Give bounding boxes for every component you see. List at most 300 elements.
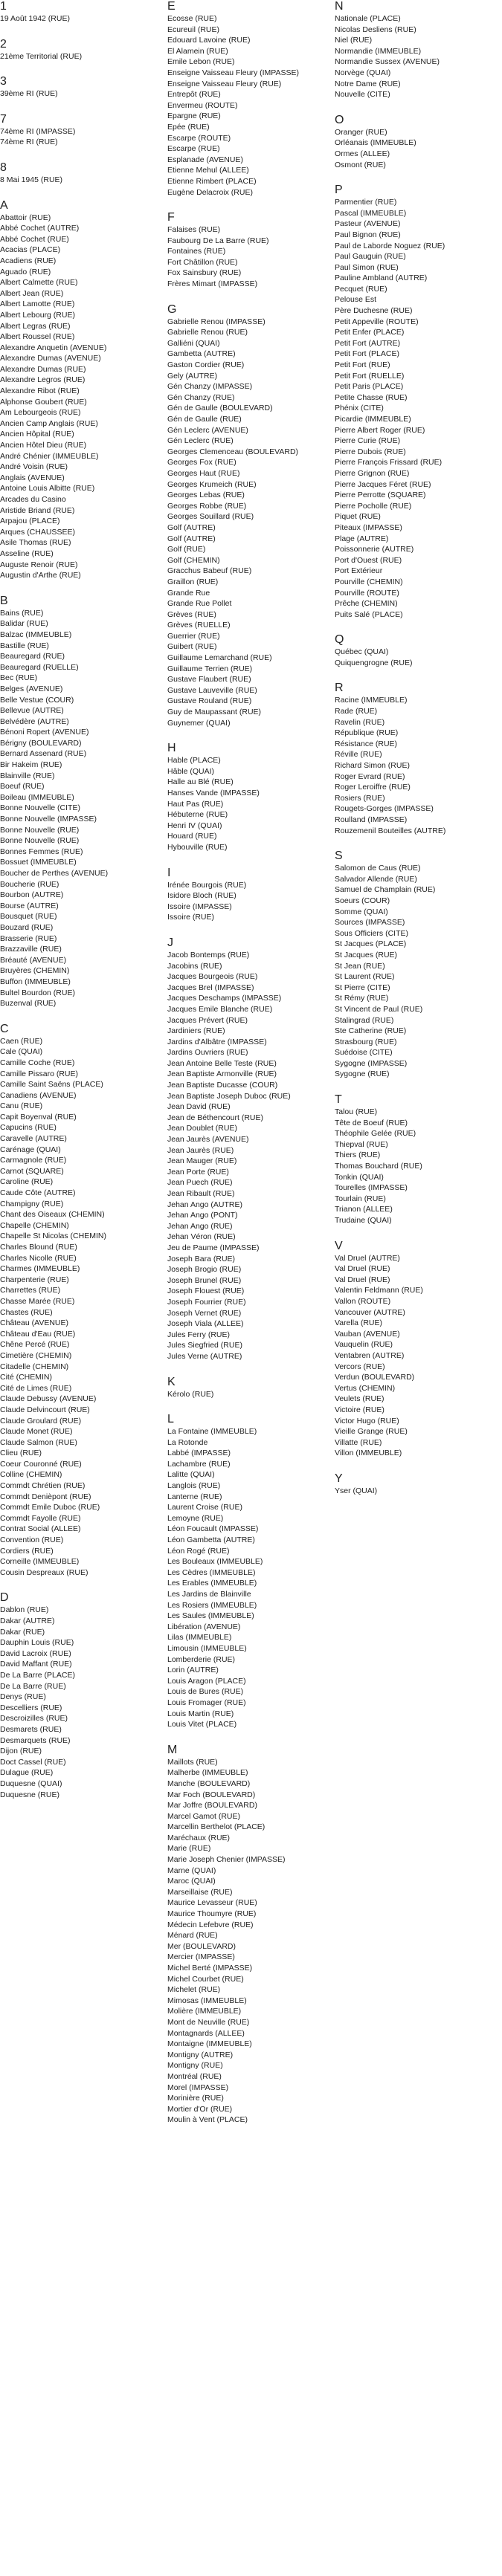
letter-section <box>167 1744 335 2126</box>
street-name: Halle au Blé (RUE) <box>167 777 234 787</box>
street-name: Bonne Nouvelle (RUE) <box>0 836 80 846</box>
street-name: Petit Paris (PLACE) <box>335 382 404 392</box>
street-name: Albert Roussel (RUE) <box>0 332 75 342</box>
street-name: Richard Simon (RUE) <box>335 761 410 771</box>
street-name: Québec (QUAI) <box>335 647 389 657</box>
street-name: Canadiens (AVENUE) <box>0 1090 77 1100</box>
street-name: Escarpe (RUE) <box>167 144 220 154</box>
street-name: Morel (IMPASSE) <box>167 2083 229 2092</box>
street-name: Veulets (RUE) <box>335 1394 384 1404</box>
letter-heading: 7 <box>0 112 7 126</box>
street-name: St Pierre (CITE) <box>335 983 390 992</box>
street-name: Bastille (RUE) <box>0 641 49 650</box>
street-name: 74ème RI (RUE) <box>0 137 58 147</box>
street-name: Augustin d'Arthe (RUE) <box>0 571 81 580</box>
street-name: Tourlain (RUE) <box>335 1194 386 1203</box>
street-list <box>0 88 162 100</box>
street-name: Puits Salé (PLACE) <box>335 609 403 619</box>
street-name: Boeuf (RUE) <box>0 782 45 792</box>
street-name: Marne (QUAI) <box>167 1865 216 1875</box>
street-name: Jean Baptiste Armonville (RUE) <box>167 1069 277 1079</box>
street-name: Boucher de Perthes (AVENUE) <box>0 869 109 878</box>
street-name: Léon Foucault (IMPASSE) <box>167 1524 259 1534</box>
street-name: De La Barre (RUE) <box>0 1681 66 1691</box>
street-name: Sources (IMPASSE) <box>335 918 405 928</box>
street-name: Abbé Cochet (AUTRE) <box>0 224 80 233</box>
street-name: Paul Gauguin (RUE) <box>335 252 406 262</box>
street-name: Joseph Bara (RUE) <box>167 1254 236 1263</box>
street-name: Piteaux (IMPASSE) <box>335 522 402 532</box>
street-name: Guillaume Terrien (RUE) <box>167 664 253 673</box>
street-name: Poissonnerie (AUTRE) <box>335 545 414 554</box>
street-name: Bérigny (BOULEVARD) <box>0 738 82 748</box>
street-name: Jacobins (RUE) <box>167 961 222 971</box>
street-list <box>167 224 335 290</box>
street-name: Mont de Neuville (RUE) <box>167 2017 250 2027</box>
street-name: Golf (RUE) <box>167 545 206 554</box>
street-name: Epargne (RUE) <box>167 111 221 121</box>
street-name: Alexandre Legros (RUE) <box>0 375 86 385</box>
letter-section <box>335 1093 500 1226</box>
street-name: Piquet (RUE) <box>335 512 381 522</box>
street-name: Georges Krumeich (RUE) <box>167 479 257 489</box>
letter-heading: T <box>335 1093 342 1107</box>
street-name: Gracchus Babeuf (RUE) <box>167 566 252 576</box>
street-name: Arcades du Casino <box>0 495 66 504</box>
street-name: Bonne Nouvelle (CITE) <box>0 803 80 813</box>
street-name: El Alamein (RUE) <box>167 46 228 56</box>
letter-section <box>0 161 162 186</box>
letter-heading: L <box>167 1413 174 1426</box>
street-list <box>167 1389 335 1400</box>
street-name: Eugène Delacroix (RUE) <box>167 187 253 197</box>
street-name: Duquesne (RUE) <box>0 1790 59 1799</box>
letter-section <box>0 0 162 25</box>
street-name: Jacques Prévert (RUE) <box>167 1015 248 1025</box>
street-name: Roger Leroiffre (RUE) <box>335 783 411 792</box>
street-name: Maurice Thoumyre (RUE) <box>167 1909 257 1919</box>
street-name: Bir Hakeim (RUE) <box>0 760 62 770</box>
street-name: Tourelles (IMPASSE) <box>335 1183 408 1193</box>
street-name: Réville (RUE) <box>335 750 382 760</box>
street-name: Val Druel (AUTRE) <box>335 1253 400 1263</box>
street-name: Jean Porte (RUE) <box>167 1167 229 1177</box>
street-name: Jean Mauger (RUE) <box>167 1156 237 1166</box>
street-name: Alexandre Dumas (RUE) <box>0 364 86 374</box>
street-name: Guy de Maupassant (RUE) <box>167 708 262 717</box>
street-name: Etienne Rimbert (PLACE) <box>167 176 257 186</box>
street-name: Jardins d'Albâtre (IMPASSE) <box>167 1037 267 1046</box>
street-list <box>0 1605 162 1800</box>
index-column-2 <box>167 0 335 2139</box>
street-name: Capucins (RUE) <box>0 1123 57 1133</box>
street-name: Pelouse Est <box>335 295 377 305</box>
street-name: Gén de Gaulle (RUE) <box>167 415 242 424</box>
street-name: Pierre Pocholle (RUE) <box>335 501 412 511</box>
street-name: Tonkin (QUAI) <box>335 1172 384 1182</box>
street-list <box>167 1426 335 1730</box>
street-name: Montréal (RUE) <box>167 2071 222 2081</box>
street-name: Gustave Flaubert (RUE) <box>167 675 251 685</box>
letter-heading: O <box>335 113 344 126</box>
street-name: Dijon (RUE) <box>0 1747 42 1756</box>
street-name: Albert Jean (RUE) <box>0 288 64 298</box>
street-name: Bec (RUE) <box>0 673 38 683</box>
street-name: Plage (AUTRE) <box>335 534 389 543</box>
street-name: Val Druel (RUE) <box>335 1275 390 1284</box>
street-name: Salomon de Caus (RUE) <box>335 864 421 873</box>
street-name: Galliéni (QUAI) <box>167 338 220 348</box>
street-name: Sous Officiers (CITE) <box>335 928 408 938</box>
street-name: Ventabren (AUTRE) <box>335 1350 405 1360</box>
street-name: Claude Monet (RUE) <box>0 1427 73 1437</box>
street-name: Bénoni Ropert (AVENUE) <box>0 728 89 737</box>
letter-section <box>167 742 335 852</box>
street-name: Verdun (BOULEVARD) <box>335 1373 415 1382</box>
street-name: Joseph Viala (ALLEE) <box>167 1319 244 1329</box>
street-name: Salvador Allende (RUE) <box>335 874 417 884</box>
letter-section <box>335 184 500 620</box>
street-name: Colline (CHEMIN) <box>0 1470 62 1480</box>
street-name: Sygogne (IMPASSE) <box>335 1058 408 1068</box>
street-name: Aguado (RUE) <box>0 267 51 276</box>
street-name: Dakar (AUTRE) <box>0 1617 55 1625</box>
letter-section <box>0 199 162 581</box>
street-name: Hâble (QUAI) <box>167 766 215 776</box>
street-name: Jehan Ango (AUTRE) <box>167 1200 242 1209</box>
street-name: Citadelle (CHEMIN) <box>0 1362 69 1371</box>
street-name: Alexandre Ribot (RUE) <box>0 386 80 396</box>
street-name: Petit Enfer (PLACE) <box>335 328 405 337</box>
street-name: Guibert (RUE) <box>167 642 217 652</box>
street-name: Gén Chanzy (IMPASSE) <box>167 382 253 392</box>
street-name: Michel Courbet (RUE) <box>167 1974 244 1984</box>
street-name: Auguste Renoir (RUE) <box>0 560 78 569</box>
street-name: Soeurs (COUR) <box>335 896 390 905</box>
street-name: Belges (AVENUE) <box>0 684 63 693</box>
street-name: Pauline Ambland (AUTRE) <box>335 274 428 283</box>
street-name: 21ème Territorial (RUE) <box>0 51 83 61</box>
letter-section <box>335 850 500 1080</box>
street-name: Bréauté (AVENUE) <box>0 955 67 965</box>
street-name: Pasteur (AVENUE) <box>335 219 401 229</box>
street-name: Lalitte (QUAI) <box>167 1470 215 1480</box>
street-name: Gén de Gaulle (BOULEVARD) <box>167 404 273 413</box>
street-name: Petit Fort (PLACE) <box>335 349 399 359</box>
street-name: Georges Fox (RUE) <box>167 458 236 467</box>
street-name: Bultel Bourdon (RUE) <box>0 988 75 997</box>
street-name: Louis Fromager (RUE) <box>167 1698 246 1707</box>
street-name: Claude Delvincourt (RUE) <box>0 1405 90 1414</box>
street-name: Carénage (QUAI) <box>0 1145 61 1154</box>
street-name: Pierre Curie (RUE) <box>335 436 401 446</box>
street-name: Cité de Limes (RUE) <box>0 1383 72 1393</box>
letter-section <box>0 75 162 100</box>
street-name: Paul Bignon (RUE) <box>335 230 401 239</box>
street-name: Bonne Nouvelle (RUE) <box>0 825 80 835</box>
street-name: Charpenterie (RUE) <box>0 1275 69 1284</box>
street-name: 19 Août 1942 (RUE) <box>0 14 70 23</box>
street-name: Jeu de Paume (IMPASSE) <box>167 1243 260 1252</box>
street-name: Alphonse Goubert (RUE) <box>0 397 87 407</box>
street-name: Oranger (RUE) <box>335 127 387 137</box>
street-name: Bouzard (RUE) <box>0 922 54 932</box>
letter-heading: J <box>167 936 173 949</box>
street-name: Montagnards (ALLEE) <box>167 2028 245 2038</box>
street-name: Belvédère (AUTRE) <box>0 716 69 726</box>
street-name: Thomas Bouchard (RUE) <box>335 1162 422 1171</box>
street-name: Dauphin Louis (RUE) <box>0 1638 74 1648</box>
street-name: Pierre François Frissard (RUE) <box>335 458 443 467</box>
letter-heading: A <box>0 198 8 212</box>
street-name: Ancien Hôpital (RUE) <box>0 430 74 439</box>
street-list <box>0 213 162 581</box>
street-name: Balidar (RUE) <box>0 619 48 629</box>
street-name: Commdt Fayolle (RUE) <box>0 1513 81 1523</box>
letter-section <box>167 1413 335 1730</box>
street-name: Vauban (AVENUE) <box>335 1329 400 1339</box>
street-name: Commdt Denièpont (RUE) <box>0 1492 91 1501</box>
street-name: Chapelle (CHEMIN) <box>0 1220 69 1230</box>
street-name: Jacques Emile Blanche (RUE) <box>167 1004 273 1014</box>
street-name: Jules Ferry (RUE) <box>167 1330 231 1339</box>
street-name: Samuel de Champlain (RUE) <box>335 885 436 895</box>
street-name: Houard (RUE) <box>167 832 217 841</box>
letter-section <box>0 1023 162 1579</box>
street-name: Champigny (RUE) <box>0 1199 64 1208</box>
street-name: Jean David (RUE) <box>167 1102 231 1112</box>
street-name: Acacias (PLACE) <box>0 245 61 255</box>
street-name: Henri IV (QUAI) <box>167 821 222 830</box>
street-name: Rosiers (RUE) <box>335 793 385 803</box>
street-name: Bains (RUE) <box>0 608 44 618</box>
street-list <box>167 13 335 198</box>
street-name: Antoine Louis Albitte (RUE) <box>0 484 95 493</box>
letter-heading: E <box>167 0 176 13</box>
street-name: Bellevue (AUTRE) <box>0 706 64 716</box>
letter-section <box>167 303 335 729</box>
street-name: Georges Clemenceau (BOULEVARD) <box>167 447 299 456</box>
street-name: Fox Sainsbury (RUE) <box>167 268 242 278</box>
letter-section <box>335 633 500 668</box>
street-name: Lomberderie (RUE) <box>167 1654 236 1664</box>
street-name: Pourville (CHEMIN) <box>335 577 403 586</box>
street-name: Petite Chasse (RUE) <box>335 392 408 402</box>
street-name: St Laurent (RUE) <box>335 972 395 982</box>
street-name: Parmentier (RUE) <box>335 198 397 207</box>
street-name: Camille Pissaro (RUE) <box>0 1069 79 1078</box>
street-name: Graillon (RUE) <box>167 577 219 586</box>
street-name: Envermeu (ROUTE) <box>167 100 238 110</box>
letter-heading: Y <box>335 1472 343 1485</box>
street-name: 39ème RI (RUE) <box>0 89 58 99</box>
street-name: Joseph Flouest (RUE) <box>167 1287 245 1296</box>
street-name: Les Bouleaux (IMMEUBLE) <box>167 1557 263 1567</box>
street-name: Bousquet (RUE) <box>0 912 57 922</box>
street-name: Trudaine (QUAI) <box>335 1216 392 1225</box>
street-name: Valentin Feldmann (RUE) <box>335 1286 423 1295</box>
street-name: Mercier (IMPASSE) <box>167 1952 235 1962</box>
street-name: Dablon (RUE) <box>0 1605 49 1615</box>
street-name: Charrettes (RUE) <box>0 1286 61 1295</box>
street-name: Hable (PLACE) <box>167 756 221 766</box>
street-name: Mortier d'Or (RUE) <box>167 2104 233 2114</box>
street-name: Boucherie (RUE) <box>0 879 59 889</box>
street-name: Mar Foch (BOULEVARD) <box>167 1790 256 1799</box>
street-name: Contrat Social (ALLEE) <box>0 1524 81 1534</box>
letter-heading: V <box>335 1239 343 1252</box>
street-name: Fontaines (RUE) <box>167 247 226 256</box>
street-list <box>0 51 162 62</box>
letter-heading: N <box>335 0 344 13</box>
street-name: Pierre Albert Roger (RUE) <box>335 425 425 435</box>
street-list <box>335 1253 500 1459</box>
street-name: Thiers (RUE) <box>335 1151 381 1160</box>
street-name: Brazzaville (RUE) <box>0 945 62 954</box>
street-name: Pourville (ROUTE) <box>335 588 399 598</box>
street-name: Claude Groulard (RUE) <box>0 1416 82 1425</box>
street-name: Grande Rue Pollet <box>167 599 232 609</box>
street-name: Camille Coche (RUE) <box>0 1058 75 1067</box>
street-name: Descelliers (RUE) <box>0 1703 62 1712</box>
letter-heading: D <box>0 1591 9 1605</box>
street-name: Varella (RUE) <box>335 1318 382 1328</box>
letter-heading: M <box>167 1743 178 1756</box>
street-name: Buzenval (RUE) <box>0 999 57 1009</box>
street-name: Prêche (CHEMIN) <box>335 599 398 609</box>
street-name: Jules Verne (AUTRE) <box>167 1351 242 1361</box>
street-name: Guynemer (QUAI) <box>167 718 231 728</box>
street-name: Jean Baptiste Joseph Duboc (RUE) <box>167 1091 291 1101</box>
street-name: Château d'Eau (RUE) <box>0 1329 76 1339</box>
street-name: Edouard Lavoine (RUE) <box>167 36 251 45</box>
street-name: Père Duchesne (RUE) <box>335 306 413 316</box>
street-name: Les Saules (IMMEUBLE) <box>167 1611 254 1621</box>
street-name: Jardiniers (RUE) <box>167 1026 225 1036</box>
street-name: Picardie (IMMEUBLE) <box>335 415 411 424</box>
street-name: Buffon (IMMEUBLE) <box>0 977 71 986</box>
street-name: Libération (AVENUE) <box>167 1622 241 1631</box>
street-name: Bruyères (CHEMIN) <box>0 966 70 976</box>
street-name: Moulin à Vent (PLACE) <box>167 2115 248 2125</box>
street-name: Gustave Rouland (RUE) <box>167 696 252 706</box>
street-name: Bernard Assenard (RUE) <box>0 749 87 759</box>
street-name: Hybouville (RUE) <box>167 842 228 852</box>
letter-section <box>335 682 500 836</box>
street-list <box>167 950 335 1362</box>
street-name: Ancien Hôtel Dieu (RUE) <box>0 441 87 450</box>
letter-heading: C <box>0 1022 9 1035</box>
street-name: Jehan Véron (RUE) <box>167 1232 236 1242</box>
street-name: Sygogne (RUE) <box>335 1069 390 1079</box>
street-name: St Jacques (RUE) <box>335 950 398 959</box>
street-name: Mar Joffre (BOULEVARD) <box>167 1801 257 1810</box>
street-name: Petit Fort (AUTRE) <box>335 338 401 348</box>
street-name: Beauregard (RUE) <box>0 652 65 661</box>
street-name: Georges Haut (RUE) <box>167 468 240 478</box>
letter-heading: K <box>167 1375 176 1388</box>
street-name: Balzac (IMMEUBLE) <box>0 630 72 639</box>
street-name: Grande Rue <box>167 588 210 598</box>
street-name: Frères Mimart (IMPASSE) <box>167 279 258 289</box>
street-name: Bourse (AUTRE) <box>0 901 59 910</box>
street-name: Petit Fort (RUE) <box>335 360 390 370</box>
street-name: Vallon (ROUTE) <box>335 1296 391 1306</box>
street-name: Pascal (IMMEUBLE) <box>335 208 407 218</box>
street-list <box>0 1036 162 1579</box>
street-name: Blainville (RUE) <box>0 771 55 780</box>
street-name: Epée (RUE) <box>167 122 210 132</box>
street-name: Marcel Gamot (RUE) <box>167 1811 241 1821</box>
street-name: Gabrielle Renou (RUE) <box>167 328 248 337</box>
street-name: Montaigne (IMMEUBLE) <box>167 2039 252 2049</box>
street-name: Rougets-Gorges (IMPASSE) <box>335 804 434 814</box>
street-name: Guillaume Lemarchand (RUE) <box>167 653 272 663</box>
street-name: Trianon (ALLEE) <box>335 1205 393 1214</box>
street-name: Nicolas Desliens (RUE) <box>335 25 416 34</box>
street-name: Gén Leclerc (RUE) <box>167 436 234 446</box>
street-name: Marcellin Berthelot (PLACE) <box>167 1822 266 1832</box>
street-name: Albert Legras (RUE) <box>0 321 71 331</box>
street-name: Nationale (PLACE) <box>335 14 401 23</box>
street-name: Alexandre Anquetin (AVENUE) <box>0 343 107 352</box>
street-name: Coeur Couronné (RUE) <box>0 1459 82 1469</box>
letter-section <box>0 595 162 1009</box>
street-name: Rade (RUE) <box>335 707 378 716</box>
street-name: De La Barre (PLACE) <box>0 1670 75 1680</box>
street-name: Ménard (RUE) <box>167 1931 218 1941</box>
street-name: Ormes (ALLEE) <box>335 149 390 158</box>
street-name: Gambetta (AUTRE) <box>167 349 236 359</box>
street-name: Issoire (RUE) <box>167 913 215 922</box>
street-name: Maurice Levasseur (RUE) <box>167 1898 257 1908</box>
street-name: Caravelle (AUTRE) <box>0 1134 67 1144</box>
street-name: Victor Hugo (RUE) <box>335 1416 399 1425</box>
street-name: Cousin Despreaux (RUE) <box>0 1567 89 1577</box>
street-name: Jean Antoine Belle Teste (RUE) <box>167 1058 277 1068</box>
street-name: Bonne Nouvelle (IMPASSE) <box>0 815 97 824</box>
street-name: La Fontaine (IMMEUBLE) <box>167 1427 257 1437</box>
street-name: Claude Debussy (AVENUE) <box>0 1394 97 1404</box>
street-name: Entrepôt (RUE) <box>167 90 221 100</box>
street-name: Jardins Ouvriers (RUE) <box>167 1048 248 1058</box>
letter-heading: R <box>335 682 344 695</box>
street-list <box>335 127 500 170</box>
street-name: Malherbe (IMMEUBLE) <box>167 1768 248 1778</box>
street-name: Albert Lebourg (RUE) <box>0 310 75 320</box>
letter-heading: G <box>167 302 177 316</box>
street-name: Joseph Brogio (RUE) <box>167 1265 242 1275</box>
street-name: Vauquelin (RUE) <box>335 1340 393 1350</box>
letter-heading: B <box>0 594 8 607</box>
index-column-1 <box>0 0 162 1813</box>
street-name: Quiquengrogne (RUE) <box>335 658 413 667</box>
street-name: Camille Saint Saëns (PLACE) <box>0 1080 103 1090</box>
street-name: Chasse Marée (RUE) <box>0 1296 75 1306</box>
street-name: Pierre Perrotte (SQUARE) <box>335 491 426 500</box>
index-column-3 <box>335 0 500 1509</box>
street-name: David Maffant (RUE) <box>0 1660 72 1669</box>
street-name: Michel Berté (IMPASSE) <box>167 1964 253 1973</box>
street-name: Talou (RUE) <box>335 1107 378 1117</box>
street-name: La Rotonde <box>167 1437 208 1447</box>
street-name: Ecureuil (RUE) <box>167 25 220 34</box>
street-name: Isidore Bloch (RUE) <box>167 891 236 901</box>
street-name: Ecosse (RUE) <box>167 14 217 23</box>
street-name: Acadiens (RUE) <box>0 256 57 265</box>
street-name: Petit Appeville (ROUTE) <box>335 317 419 326</box>
street-name: Charles Nicolle (RUE) <box>0 1253 77 1263</box>
